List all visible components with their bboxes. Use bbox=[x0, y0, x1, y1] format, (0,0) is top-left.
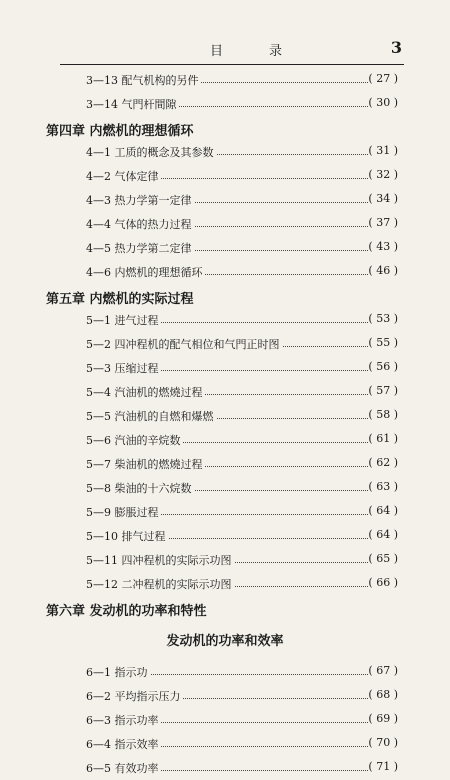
chapter-label: 第五章 内燃机的实际过程 bbox=[46, 292, 194, 307]
toc-entry-label: 4—1 工质的概念及其参数 bbox=[86, 146, 214, 159]
toc-entry-page: ( 66 ) bbox=[368, 576, 398, 589]
toc-entry-label: 4—6 内燃机的理想循环 bbox=[86, 266, 203, 279]
toc-entry-label: 4—5 热力学第二定律 bbox=[86, 242, 192, 255]
toc-entry-label: 5—5 汽油机的自燃和爆燃 bbox=[86, 410, 214, 423]
toc-entry-label: 5—11 四冲程机的实际示功图 bbox=[86, 554, 232, 567]
toc-entry[interactable] bbox=[0, 732, 450, 756]
toc-entry-page: ( 68 ) bbox=[368, 688, 398, 701]
toc-entry-page: ( 30 ) bbox=[368, 96, 398, 109]
chapter-label: 第四章 内燃机的理想循环 bbox=[46, 124, 194, 139]
table-of-contents bbox=[0, 68, 450, 780]
toc-entry-page: ( 65 ) bbox=[368, 552, 398, 565]
toc-entry[interactable] bbox=[0, 548, 450, 572]
toc-entry-page: ( 53 ) bbox=[368, 312, 398, 325]
chapter-heading bbox=[0, 116, 450, 140]
toc-entry-label: 5—7 柴油机的燃燒过程 bbox=[86, 458, 203, 471]
toc-entry[interactable] bbox=[0, 452, 450, 476]
header-page-number: 3 bbox=[390, 38, 402, 57]
toc-entry[interactable] bbox=[0, 308, 450, 332]
toc-entry-page: ( 61 ) bbox=[368, 432, 398, 445]
toc-entry[interactable] bbox=[0, 404, 450, 428]
toc-entry-label: 5—3 压缩过程 bbox=[86, 362, 159, 375]
toc-entry[interactable] bbox=[0, 500, 450, 524]
toc-entry-page: ( 64 ) bbox=[368, 528, 398, 541]
toc-entry[interactable] bbox=[0, 164, 450, 188]
toc-entry-page: ( 46 ) bbox=[368, 264, 398, 277]
toc-entry-label: 6—3 指示功率 bbox=[86, 714, 159, 727]
toc-entry[interactable] bbox=[0, 660, 450, 684]
toc-entry-page: ( 57 ) bbox=[368, 384, 398, 397]
toc-entry-label: 5—12 二冲程机的实际示功图 bbox=[86, 578, 232, 591]
section-title-text: 发动机的功率和效率 bbox=[166, 634, 284, 649]
toc-entry-label: 5—6 汽油的辛烷数 bbox=[86, 434, 181, 447]
chapter-heading bbox=[0, 596, 450, 620]
toc-entry[interactable] bbox=[0, 236, 450, 260]
toc-entry[interactable] bbox=[0, 212, 450, 236]
toc-entry[interactable] bbox=[0, 140, 450, 164]
toc-entry-label: 3—14 气門杆間隙 bbox=[86, 98, 177, 111]
toc-entry-page: ( 70 ) bbox=[368, 736, 398, 749]
toc-entry[interactable] bbox=[0, 356, 450, 380]
chapter-heading bbox=[0, 284, 450, 308]
toc-entry[interactable] bbox=[0, 684, 450, 708]
toc-entry-label: 5—10 排气过程 bbox=[86, 530, 166, 543]
toc-entry-label: 5—2 四冲程机的配气相位和气門正时图 bbox=[86, 338, 280, 351]
toc-entry-page: ( 71 ) bbox=[368, 760, 398, 773]
toc-entry[interactable] bbox=[0, 572, 450, 596]
toc-entry-label: 5—1 进气过程 bbox=[86, 314, 159, 327]
toc-entry-label: 3—13 配气机构的另件 bbox=[86, 74, 199, 87]
chapter-label: 第六章 发动机的功率和特性 bbox=[46, 604, 207, 619]
toc-entry-page: ( 69 ) bbox=[368, 712, 398, 725]
toc-entry[interactable] bbox=[0, 476, 450, 500]
toc-entry-label: 5—8 柴油的十六烷数 bbox=[86, 482, 192, 495]
toc-entry-label: 6—1 指示功 bbox=[86, 666, 148, 679]
toc-entry-label: 4—4 气体的热力过程 bbox=[86, 218, 192, 231]
page-header bbox=[60, 40, 410, 62]
toc-entry-page: ( 31 ) bbox=[368, 144, 398, 157]
toc-entry-page: ( 34 ) bbox=[368, 192, 398, 205]
toc-entry-page: ( 55 ) bbox=[368, 336, 398, 349]
toc-entry-label: 6—4 指示效率 bbox=[86, 738, 159, 751]
toc-entry-page: ( 32 ) bbox=[368, 168, 398, 181]
toc-entry-label: 5—9 膨脹过程 bbox=[86, 506, 159, 519]
section-title bbox=[0, 620, 450, 652]
toc-entry-page: ( 63 ) bbox=[368, 480, 398, 493]
header-rule bbox=[60, 64, 404, 65]
toc-entry[interactable] bbox=[0, 708, 450, 732]
toc-entry-label: 5—4 汽油机的燃燒过程 bbox=[86, 386, 203, 399]
toc-entry-page: ( 56 ) bbox=[368, 360, 398, 373]
toc-entry[interactable] bbox=[0, 428, 450, 452]
toc-entry-page: ( 27 ) bbox=[368, 72, 398, 85]
toc-entry[interactable] bbox=[0, 380, 450, 404]
toc-entry-page: ( 67 ) bbox=[368, 664, 398, 677]
toc-entry-page: ( 62 ) bbox=[368, 456, 398, 469]
toc-entry-label: 6—5 有效功率 bbox=[86, 762, 159, 775]
header-title: 目录 bbox=[210, 44, 329, 59]
toc-entry-page: ( 37 ) bbox=[368, 216, 398, 229]
toc-entry[interactable] bbox=[0, 92, 450, 116]
toc-entry-page: ( 58 ) bbox=[368, 408, 398, 421]
toc-entry[interactable] bbox=[0, 332, 450, 356]
toc-entry[interactable] bbox=[0, 68, 450, 92]
toc-entry[interactable] bbox=[0, 188, 450, 212]
toc-entry-label: 4—3 热力学第一定律 bbox=[86, 194, 192, 207]
toc-entry-page: ( 64 ) bbox=[368, 504, 398, 517]
toc-entry[interactable] bbox=[0, 524, 450, 548]
toc-entry[interactable] bbox=[0, 260, 450, 284]
toc-entry-label: 4—2 气体定律 bbox=[86, 170, 159, 183]
toc-entry-page: ( 43 ) bbox=[368, 240, 398, 253]
toc-entry-label: 6—2 平均指示压力 bbox=[86, 690, 181, 703]
toc-entry[interactable] bbox=[0, 756, 450, 780]
